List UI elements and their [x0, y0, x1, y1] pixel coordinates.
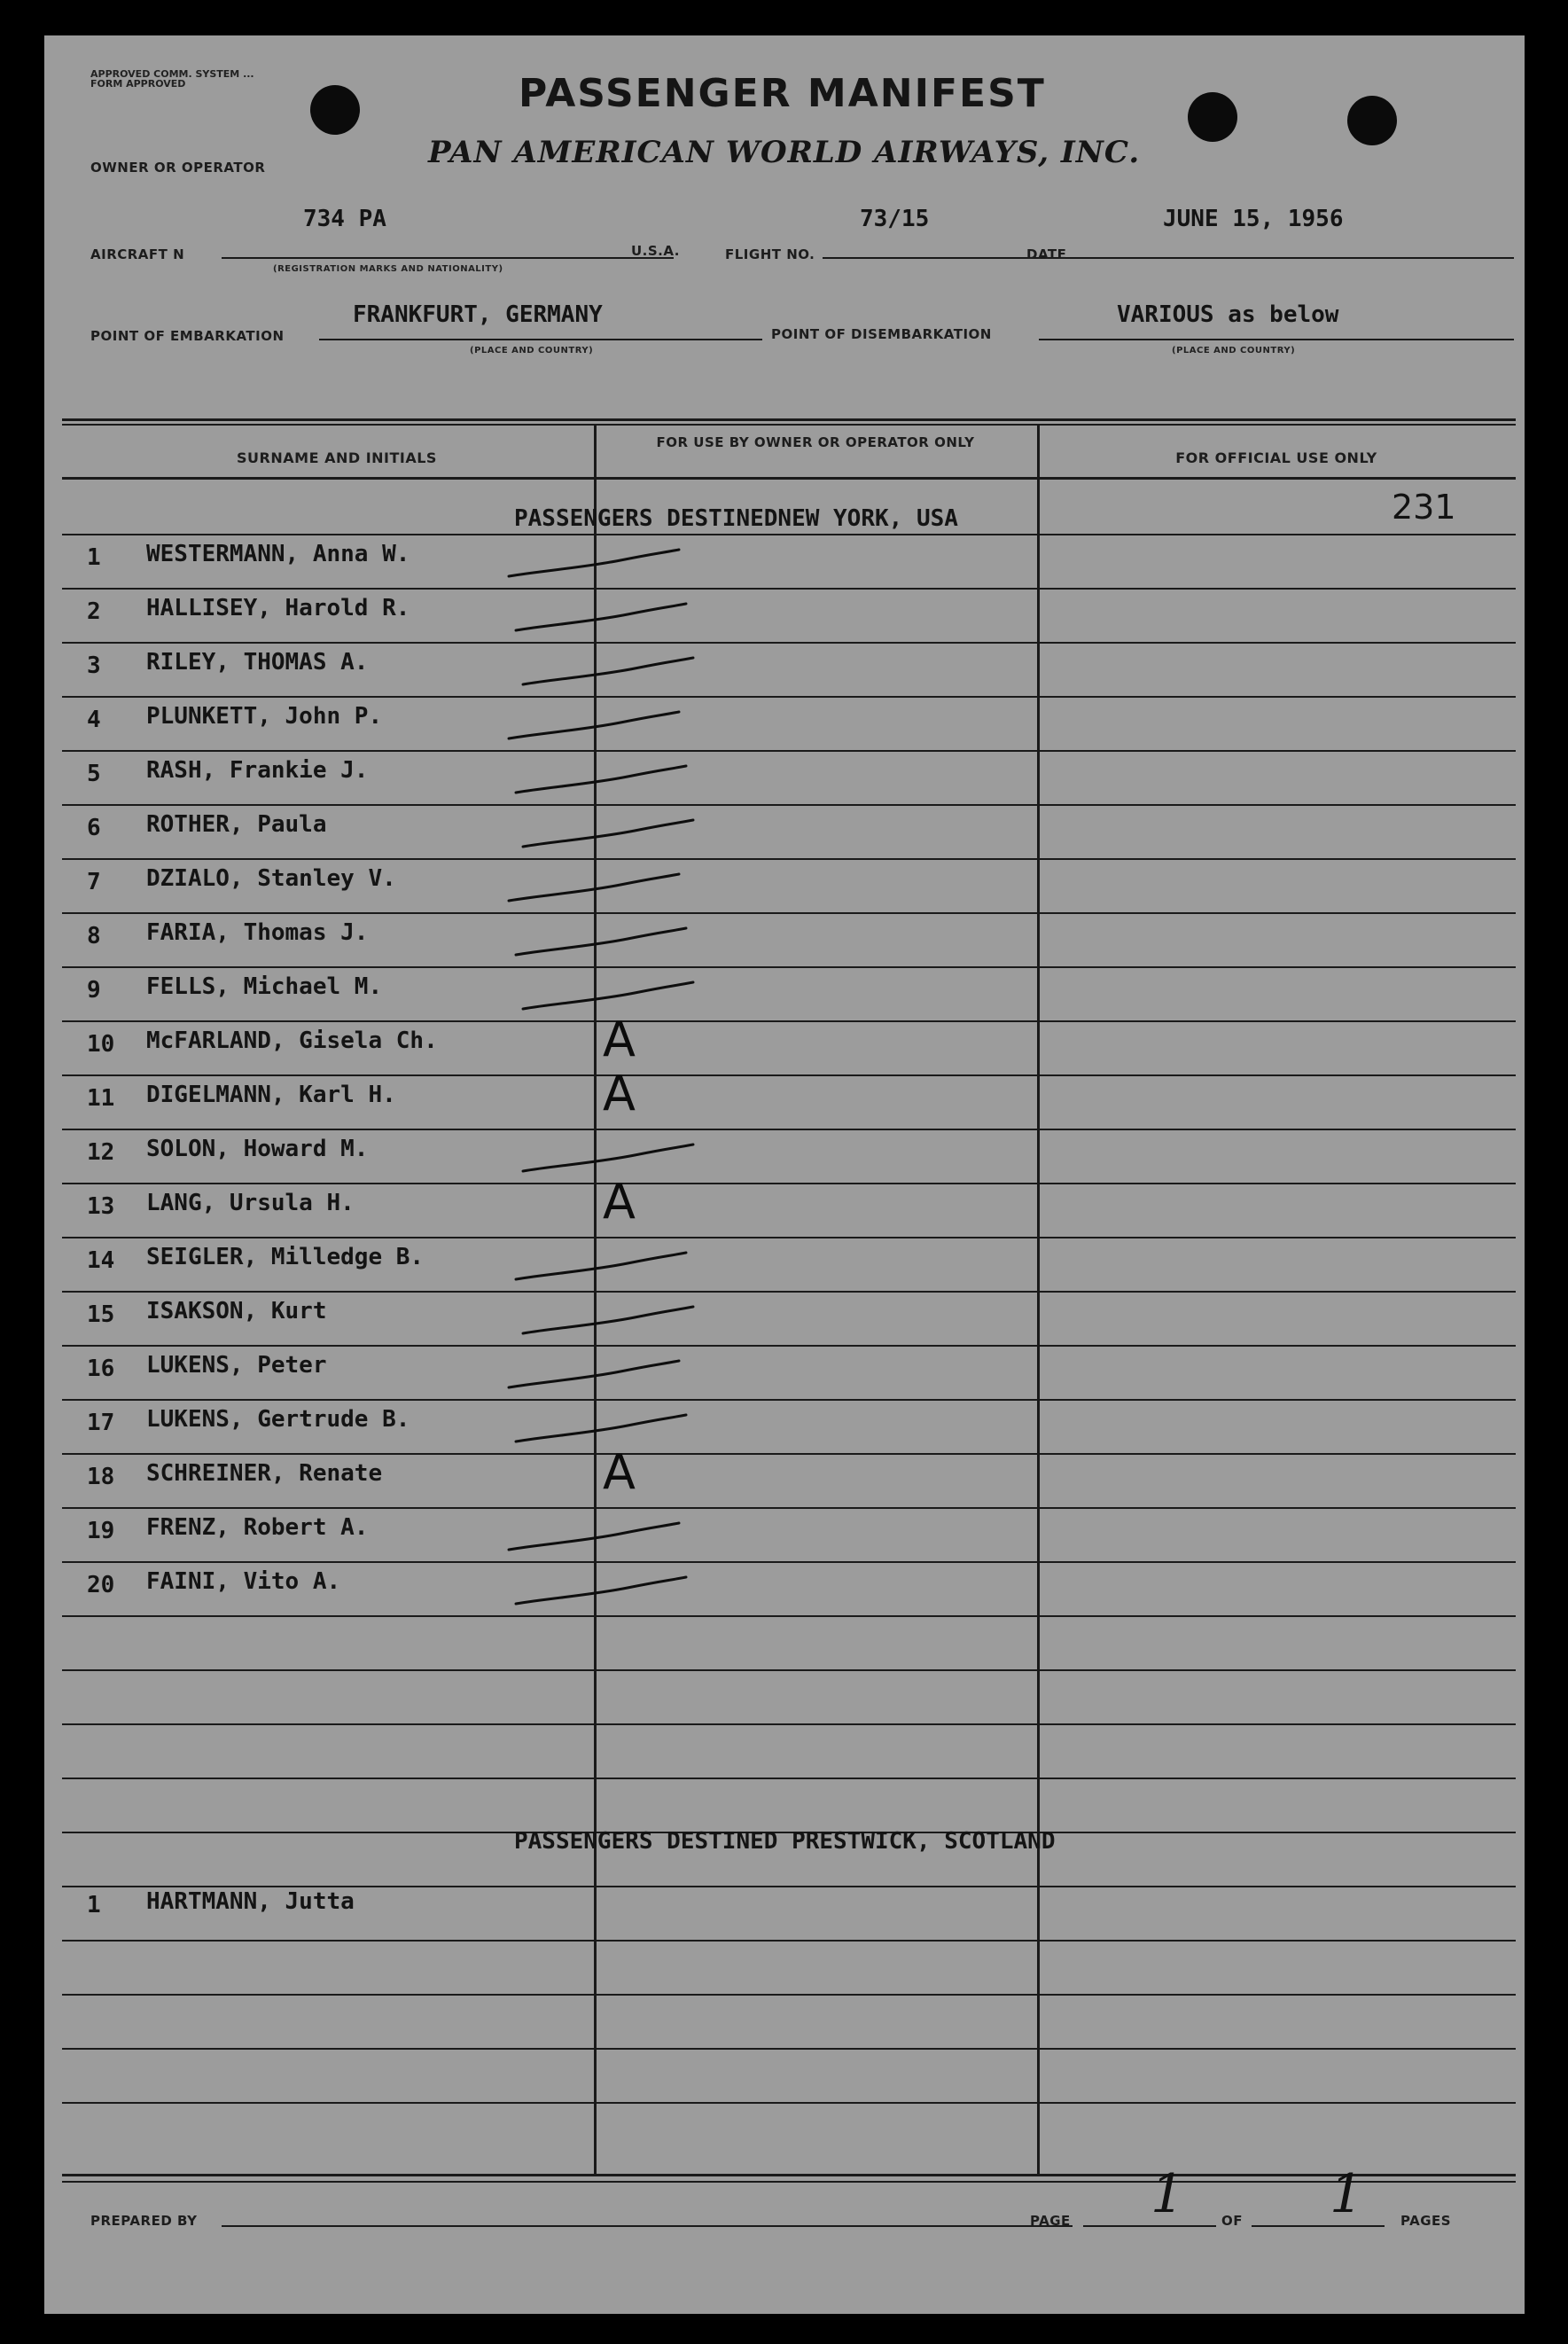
manifest-sheet	[44, 35, 1525, 2314]
owner-column-header: FOR USE BY OWNER OR OPERATOR ONLY	[656, 434, 975, 450]
row-number: 17	[87, 1410, 115, 1436]
embark-sub: (PLACE AND COUNTRY)	[470, 346, 594, 356]
row-number: 7	[87, 869, 101, 895]
checkmark-icon	[519, 1143, 697, 1178]
passenger-name: FARIA, Thomas J.	[146, 919, 369, 946]
row-number: 20	[87, 1572, 115, 1598]
section-heading: PASSENGERS DESTINED PRESTWICK, SCOTLAND	[514, 1828, 1056, 1855]
row-number: 6	[87, 815, 101, 841]
row-rule	[62, 1940, 1516, 1942]
table-top-rule	[62, 424, 1516, 426]
date-label: DATE	[1026, 246, 1067, 262]
checkmark-stroke	[509, 1523, 679, 1550]
checkmark-stroke	[509, 712, 679, 738]
checkmark-stroke	[523, 982, 693, 1009]
official-column-header: FOR OFFICIAL USE ONLY	[1175, 449, 1377, 466]
checkmark-icon	[512, 602, 690, 637]
passenger-name: ISAKSON, Kurt	[146, 1298, 327, 1324]
row-number: 1	[87, 544, 101, 571]
aircraft-sub: (REGISTRATION MARKS AND NATIONALITY)	[273, 264, 503, 274]
row-rule	[62, 858, 1516, 860]
table-row	[44, 919, 1525, 964]
audit-mark: A	[603, 1174, 636, 1230]
passenger-name: DZIALO, Stanley V.	[146, 865, 396, 892]
row-rule	[62, 1074, 1516, 1076]
passenger-name: HALLISEY, Harold R.	[146, 595, 410, 621]
checkmark-stroke	[516, 604, 686, 630]
row-rule	[62, 696, 1516, 698]
row-rule	[62, 2102, 1516, 2104]
passenger-name: LUKENS, Peter	[146, 1352, 327, 1379]
row-number: 2	[87, 598, 101, 625]
table-row	[44, 1568, 1525, 1613]
checkmark-icon	[512, 764, 690, 800]
table-row	[44, 1406, 1525, 1450]
punch-hole-icon	[310, 85, 360, 135]
audit-mark: A	[603, 1066, 636, 1121]
checkmark-icon	[505, 1359, 683, 1395]
row-number: 14	[87, 1247, 115, 1274]
row-rule	[62, 750, 1516, 752]
row-rule	[62, 1399, 1516, 1401]
passenger-name: FELLS, Michael M.	[146, 973, 383, 1000]
table-row	[44, 1352, 1525, 1396]
passenger-name: McFARLAND, Gisela Ch.	[146, 1027, 438, 1054]
passenger-name: FRENZ, Robert A.	[146, 1514, 369, 1541]
checkmark-icon	[512, 926, 690, 962]
date-underline	[1071, 257, 1514, 259]
row-rule	[62, 1561, 1516, 1563]
disembark-value: VARIOUS as below	[1117, 301, 1339, 328]
row-number: 18	[87, 1464, 115, 1490]
row-rule	[62, 534, 1516, 535]
table-row	[44, 1174, 1525, 1234]
row-rule	[62, 1615, 1516, 1617]
table-top-rule	[62, 418, 1516, 421]
page-underline	[1083, 2225, 1216, 2227]
row-rule	[62, 966, 1516, 968]
disembark-underline	[1039, 339, 1514, 340]
row-number: 10	[87, 1031, 115, 1058]
table-bottom-rule	[62, 2174, 1516, 2176]
passenger-name: RILEY, THOMAS A.	[146, 649, 369, 676]
of-label: OF	[1221, 2213, 1243, 2229]
row-rule	[62, 1886, 1516, 1887]
table-row	[44, 1136, 1525, 1180]
passenger-name: SOLON, Howard M.	[146, 1136, 369, 1162]
row-rule	[62, 912, 1516, 914]
audit-mark: A	[603, 1444, 636, 1500]
row-rule	[62, 1778, 1516, 1779]
checkmark-stroke	[509, 874, 679, 901]
row-number: 12	[87, 1139, 115, 1166]
audit-mark: A	[603, 1012, 636, 1067]
passenger-name: HARTMANN, Jutta	[146, 1888, 355, 1915]
table-row	[44, 1012, 1525, 1072]
row-rule	[62, 1183, 1516, 1184]
pages-label: PAGES	[1400, 2213, 1452, 2229]
row-number: 15	[87, 1301, 115, 1328]
table-row	[44, 1514, 1525, 1559]
section-heading: PASSENGERS DESTINEDNEW YORK, USA	[514, 505, 958, 532]
table-row	[44, 1444, 1525, 1504]
table-row	[44, 649, 1525, 693]
checkmark-icon	[505, 1521, 683, 1557]
aircraft-underline	[222, 257, 674, 259]
row-number: 9	[87, 977, 101, 1004]
row-rule	[62, 1345, 1516, 1347]
checkmark-icon	[519, 981, 697, 1016]
surname-column-header: SURNAME AND INITIALS	[237, 449, 437, 466]
table-row	[44, 595, 1525, 639]
punch-hole-icon	[1347, 96, 1397, 145]
row-number: 13	[87, 1193, 115, 1220]
usa-label: U.S.A.	[631, 243, 680, 259]
row-rule	[62, 1723, 1516, 1725]
passenger-name: DIGELMANN, Karl H.	[146, 1082, 396, 1108]
passenger-name: SEIGLER, Milledge B.	[146, 1244, 425, 1270]
table-bottom-rule	[62, 2181, 1516, 2183]
passenger-name: LANG, Ursula H.	[146, 1190, 355, 1216]
flight-value: 73/15	[860, 206, 930, 232]
table-row	[44, 1244, 1525, 1288]
pages-total: 1	[1330, 2163, 1364, 2225]
passenger-name: RASH, Frankie J.	[146, 757, 369, 784]
disembark-sub: (PLACE AND COUNTRY)	[1172, 346, 1296, 356]
checkmark-stroke	[523, 658, 693, 684]
approval-stamp: APPROVED COMM. SYSTEM ... FORM APPROVED	[90, 68, 254, 90]
table-row	[44, 1066, 1525, 1126]
checkmark-icon	[505, 710, 683, 746]
page-label: PAGE	[1030, 2213, 1071, 2229]
checkmark-icon	[512, 1575, 690, 1611]
row-number: 1	[87, 1892, 101, 1918]
checkmark-stroke	[523, 820, 693, 847]
row-rule	[62, 1507, 1516, 1509]
row-rule	[62, 1994, 1516, 1996]
passenger-name: WESTERMANN, Anna W.	[146, 541, 410, 567]
checkmark-icon	[512, 1251, 690, 1286]
punch-hole-icon	[1188, 92, 1237, 142]
row-number: 3	[87, 652, 101, 679]
row-rule	[62, 1669, 1516, 1671]
checkmark-icon	[519, 818, 697, 854]
row-rule	[62, 588, 1516, 590]
checkmark-icon	[505, 548, 683, 583]
table-row	[44, 1298, 1525, 1342]
page-number: 1	[1151, 2163, 1185, 2225]
checkmark-icon	[519, 1305, 697, 1340]
embark-label: POINT OF EMBARKATION	[90, 328, 285, 344]
checkmark-icon	[512, 1413, 690, 1449]
airline-name: PAN AMERICAN WORLD AIRWAYS, INC.	[428, 135, 1141, 170]
table-row	[44, 1888, 1525, 1933]
row-rule	[62, 1237, 1516, 1238]
passenger-name: SCHREINER, Renate	[146, 1460, 383, 1487]
row-rule	[62, 642, 1516, 644]
passenger-name: ROTHER, Paula	[146, 811, 327, 838]
prepared-label: PREPARED BY	[90, 2213, 198, 2229]
embark-value: FRANKFURT, GERMANY	[353, 301, 603, 328]
table-row	[44, 541, 1525, 585]
row-number: 16	[87, 1356, 115, 1382]
pages-underline	[1252, 2225, 1385, 2227]
table-row	[44, 703, 1525, 747]
aircraft-value: 734 PA	[303, 206, 386, 232]
checkmark-icon	[519, 656, 697, 691]
row-rule	[62, 1453, 1516, 1455]
table-row	[44, 973, 1525, 1018]
checkmark-stroke	[516, 1415, 686, 1442]
row-rule	[62, 1129, 1516, 1130]
row-number: 19	[87, 1518, 115, 1544]
row-number: 5	[87, 761, 101, 787]
checkmark-stroke	[509, 550, 679, 576]
embark-underline	[319, 339, 762, 340]
page-title: PASSENGER MANIFEST	[519, 71, 1046, 116]
passenger-name: PLUNKETT, John P.	[146, 703, 383, 730]
checkmark-stroke	[516, 1253, 686, 1279]
row-rule	[62, 804, 1516, 806]
prepared-underline	[222, 2225, 1073, 2227]
row-rule	[62, 1020, 1516, 1022]
checkmark-stroke	[523, 1307, 693, 1333]
checkmark-stroke	[516, 766, 686, 793]
disembark-label: POINT OF DISEMBARKATION	[771, 326, 992, 342]
passenger-name: LUKENS, Gertrude B.	[146, 1406, 410, 1433]
date-value: JUNE 15, 1956	[1163, 206, 1344, 232]
table-row	[44, 865, 1525, 910]
passenger-name: FAINI, Vito A.	[146, 1568, 341, 1595]
row-number: 11	[87, 1085, 115, 1112]
row-rule	[62, 1291, 1516, 1293]
table-row	[44, 757, 1525, 801]
table-row	[44, 811, 1525, 856]
row-rule	[62, 2048, 1516, 2050]
checkmark-stroke	[509, 1361, 679, 1387]
flight-label: FLIGHT NO.	[725, 246, 815, 262]
checkmark-icon	[505, 872, 683, 908]
table-header-rule	[62, 477, 1516, 480]
checkmark-stroke	[516, 1577, 686, 1604]
official-number: 231	[1392, 488, 1456, 527]
checkmark-stroke	[516, 928, 686, 955]
aircraft-label: AIRCRAFT N	[90, 246, 185, 262]
checkmark-stroke	[523, 1145, 693, 1171]
owner-label: OWNER OR OPERATOR	[90, 160, 266, 176]
row-number: 4	[87, 707, 101, 733]
row-number: 8	[87, 923, 101, 949]
